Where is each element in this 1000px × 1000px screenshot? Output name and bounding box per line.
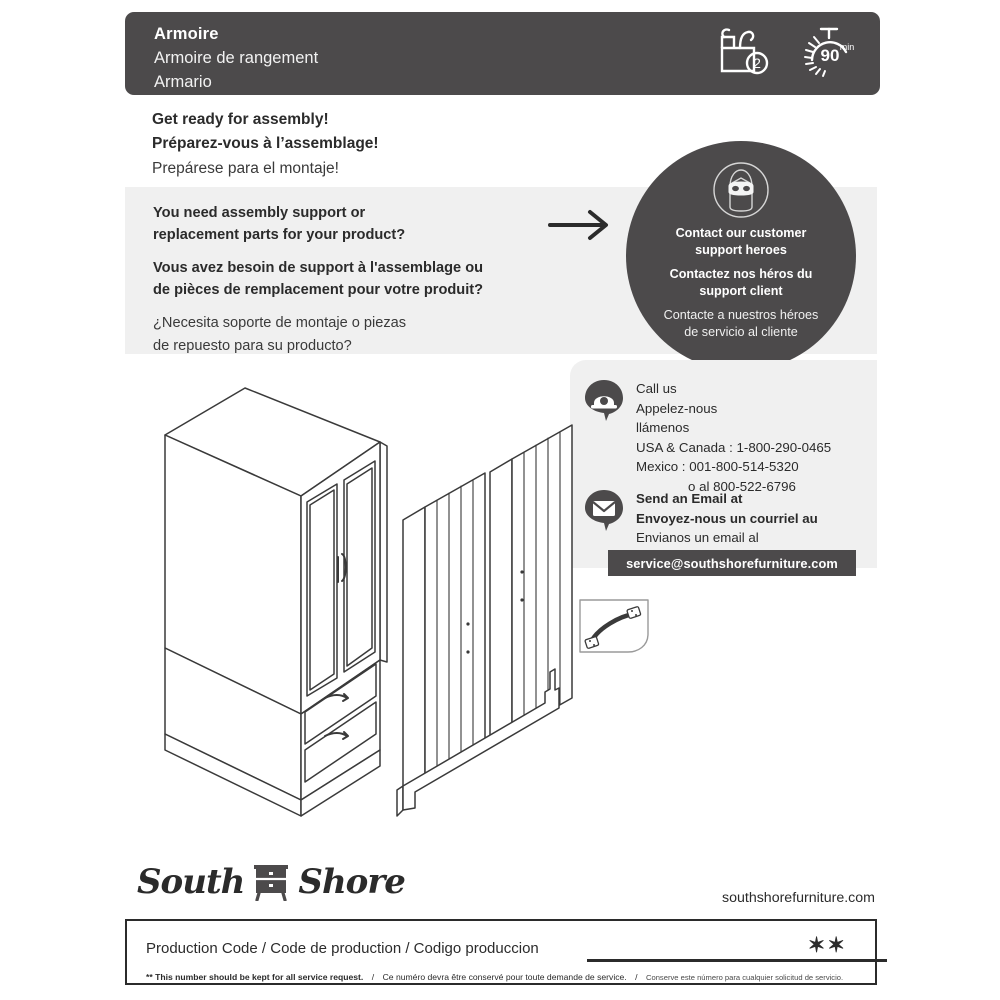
hero-text-en-line1: Contact our customer (675, 226, 807, 240)
header-bar (125, 12, 880, 95)
south-shore-logo (137, 862, 405, 902)
superhero-mask-icon (712, 161, 770, 219)
people-count-label: 2 (753, 55, 761, 71)
email-address-label: service@southshorefurniture.com (626, 555, 838, 571)
hero-text-es-line1: Contacte a nuestros héroes (663, 308, 819, 322)
support-question-en (153, 203, 573, 246)
call-us-fr: Appelez-nous (636, 400, 718, 416)
get-ready-es: Prepárese para el montaje! (152, 159, 339, 177)
footnote-en: ** This number should be kept for all service request. (146, 972, 364, 982)
page-title: Armoire (154, 25, 219, 43)
time-unit-label: min (839, 42, 855, 52)
footnote-separator-2: / (635, 972, 638, 982)
phone-usa-canada[interactable]: USA & Canada : 1-800-290-0465 (636, 439, 832, 455)
support-question-fr (153, 257, 573, 301)
hero-text-en (648, 225, 834, 259)
hero-text-es-line2: de servicio al cliente (684, 325, 798, 339)
support-question-es-line1: ¿Necesita soporte de montaje o piezas (153, 315, 407, 331)
phone-mexico[interactable]: Mexico : 001-800-514-5320 (636, 459, 799, 474)
page-title-fr: Armoire de rangement (154, 49, 319, 67)
hero-text-group (626, 225, 856, 341)
stopwatch-icon (800, 26, 858, 80)
header-icon-group (710, 26, 858, 80)
production-code-label: Production Code / Code de production / Codigo produccion (146, 940, 539, 957)
footnote-separator-1: / (371, 972, 375, 982)
footnote-fr: Ce numéro devra être conservé pour toute demande de service. (382, 972, 627, 982)
support-question-es (153, 312, 573, 358)
production-code-asterisks: ✶✶ (807, 934, 847, 957)
send-email-es: Envianos un email al (636, 530, 759, 545)
superhero-mask-icon-wrap (712, 161, 770, 219)
support-question-fr-line2: de pièces de remplacement pour votre produit? (153, 282, 484, 298)
hero-text-fr-line1: Contactez nos héros du (669, 267, 813, 281)
call-us-es: llámenos (636, 420, 690, 435)
hero-text-fr (648, 266, 834, 300)
hero-text-es (648, 307, 834, 341)
get-ready-heading-group (152, 108, 379, 182)
time-value-label: 90 (820, 46, 840, 65)
header-title-group (154, 23, 318, 94)
support-question-fr-line1: Vous avez besoin de support à l'assemblage ou (153, 260, 484, 276)
logo-word-south: South (137, 862, 245, 902)
send-email-en: Send an Email at (636, 491, 743, 506)
support-question-text-group (153, 203, 573, 358)
hero-text-fr-line2: support client (699, 284, 783, 298)
phone-mexico-alt[interactable]: o al 800-522-6796 (688, 478, 796, 494)
get-ready-en: Get ready for assembly! (152, 111, 329, 128)
logo-word-shore: Shore (298, 862, 405, 902)
arrow-right-icon (548, 208, 618, 242)
send-email-fr: Envoyez-nous un courriel au (636, 510, 818, 526)
call-us-en: Call us (636, 381, 677, 396)
support-question-es-line2: de repuesto para su producto? (153, 338, 352, 354)
production-code-write-line[interactable] (587, 959, 887, 962)
production-code-box (125, 919, 877, 985)
production-code-footnote (146, 967, 843, 985)
door-handle-detail (578, 598, 650, 654)
page-title-es: Armario (154, 73, 212, 91)
footnote-es: Conserve este número para cualquier solicitud de servicio. (646, 973, 844, 982)
support-question-en-line1: You need assembly support or (153, 205, 366, 221)
support-question-en-line2: replacement parts for your product? (153, 226, 406, 243)
contact-heroes-badge[interactable] (626, 141, 856, 371)
hero-text-en-line2: support heroes (695, 243, 787, 257)
website-url[interactable]: southshorefurniture.com (722, 890, 875, 906)
get-ready-fr: Préparez-vous à l’assemblage! (152, 134, 379, 152)
two-people-icon (710, 27, 772, 79)
dresser-icon (251, 863, 291, 901)
